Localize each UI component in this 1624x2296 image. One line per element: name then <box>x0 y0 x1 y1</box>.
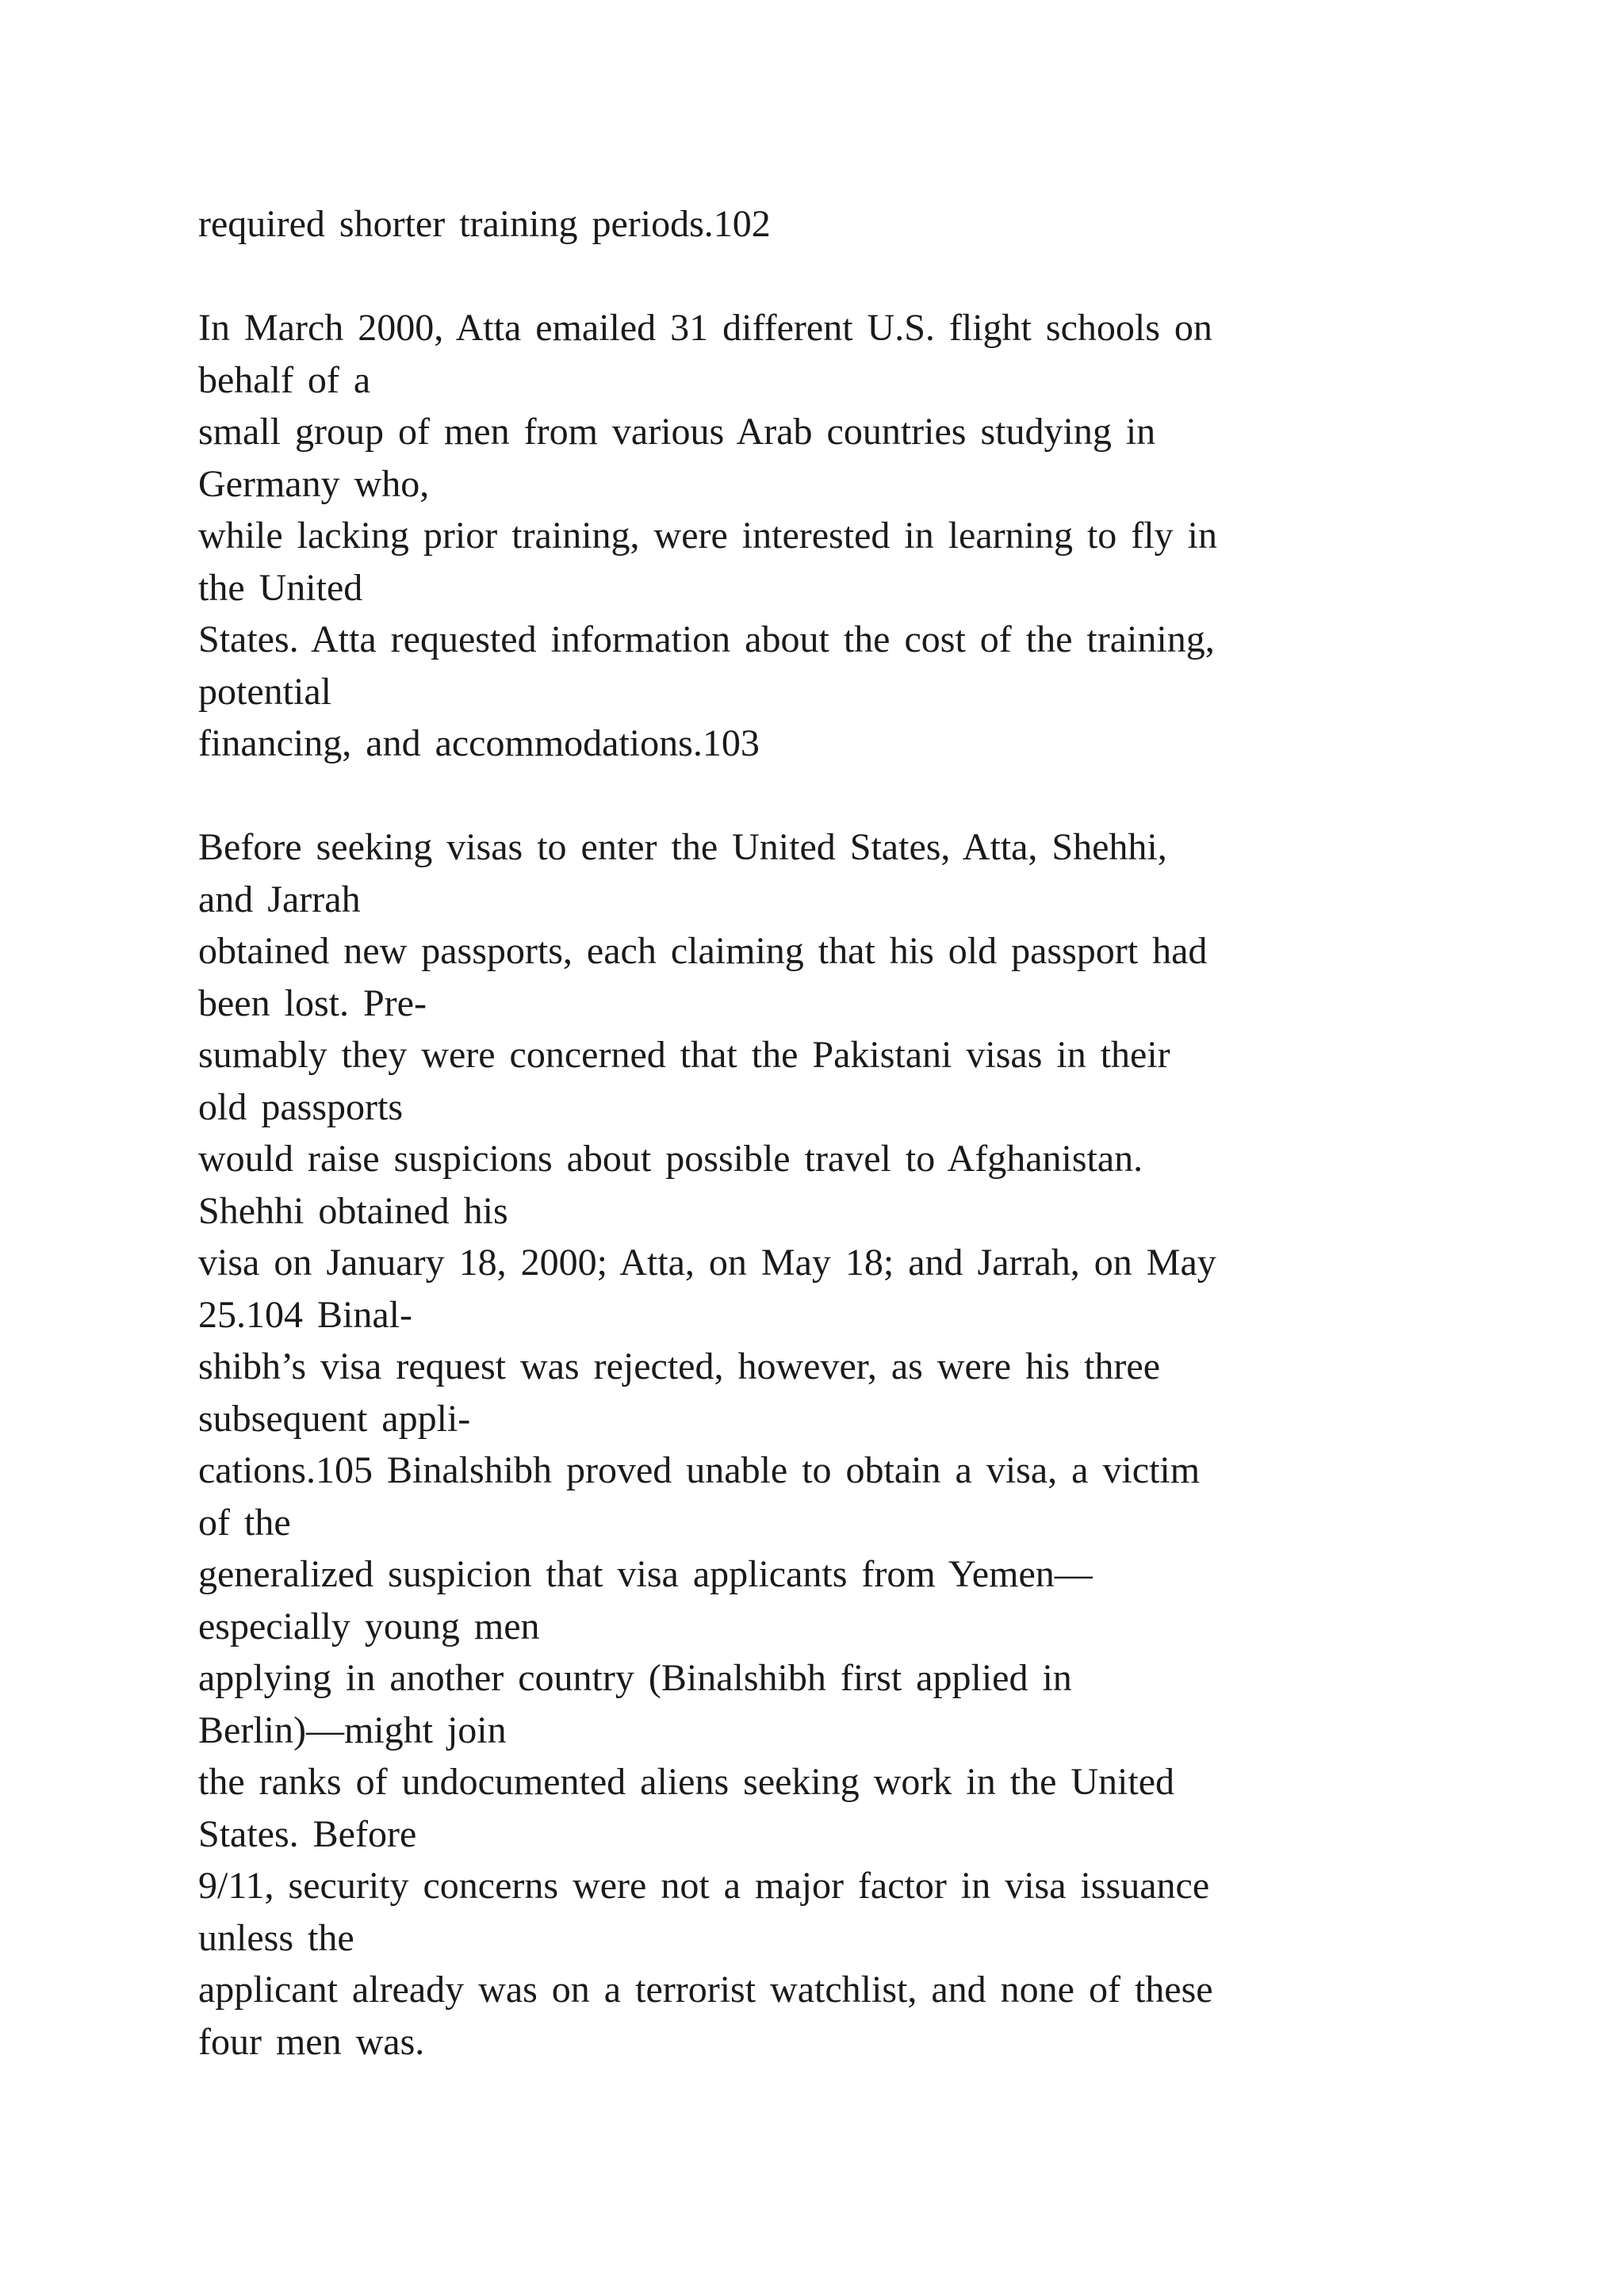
text-line: behalf of a <box>198 358 371 401</box>
text-line: generalized suspicion that visa applicants from Yemen— <box>198 1553 1093 1595</box>
text-line: financing, and accommodations.103 <box>198 722 760 764</box>
text-line: of the <box>198 1501 291 1544</box>
text-line: Shehhi obtained his <box>198 1189 508 1232</box>
text-line: cations.105 Binalshibh proved unable to obtain a visa, a victim <box>198 1449 1201 1491</box>
text-line: while lacking prior training, were interested in learning to fly in <box>198 515 1217 557</box>
text-line: would raise suspicions about possible travel to Afghanistan. <box>198 1138 1143 1180</box>
text-line: In March 2000, Atta emailed 31 different U.S. flight schools on <box>198 307 1212 349</box>
text-line: subsequent appli- <box>198 1397 471 1440</box>
text-line: visa on January 18, 2000; Atta, on May 18; and Jarrah, on May <box>198 1242 1216 1284</box>
text-line: 25.104 Binal- <box>198 1293 412 1336</box>
text-line: four men was. <box>198 2020 425 2063</box>
text-line: States. Before <box>198 1812 417 1855</box>
text-line: Berlin)—might join <box>198 1709 507 1751</box>
text-line: obtained new passports, each claiming that his old passport had <box>198 930 1208 972</box>
text-line: been lost. Pre- <box>198 982 427 1024</box>
text-line: applicant already was on a terrorist watchlist, and none of these <box>198 1969 1213 2011</box>
text-line: Before seeking visas to enter the United States, Atta, Shehhi, <box>198 826 1167 868</box>
text-line: States. Atta requested information about the cost of the training, <box>198 618 1215 660</box>
paragraph-gap <box>198 770 1546 822</box>
text-line: especially young men <box>198 1605 540 1647</box>
text-line: the ranks of undocumented aliens seeking work in the United <box>198 1761 1175 1803</box>
text-line: shibh’s visa request was rejected, however, as were his three <box>198 1345 1161 1387</box>
paragraph-gap <box>198 251 1546 303</box>
text-line: old passports <box>198 1085 403 1128</box>
text-line: the United <box>198 566 363 609</box>
text-line: potential <box>198 670 331 713</box>
text-line: required shorter training periods.102 <box>198 203 771 245</box>
text-line: sumably they were concerned that the Pakistani visas in their <box>198 1034 1170 1076</box>
text-line: Germany who, <box>198 462 430 505</box>
text-line: unless the <box>198 1916 354 1959</box>
text-line: small group of men from various Arab countries studying in <box>198 411 1156 453</box>
text-line: applying in another country (Binalshibh first applied in <box>198 1657 1072 1699</box>
document-text <box>198 198 1546 2068</box>
text-line: 9/11, security concerns were not a major factor in visa issuance <box>198 1865 1210 1907</box>
text-line: and Jarrah <box>198 878 361 920</box>
